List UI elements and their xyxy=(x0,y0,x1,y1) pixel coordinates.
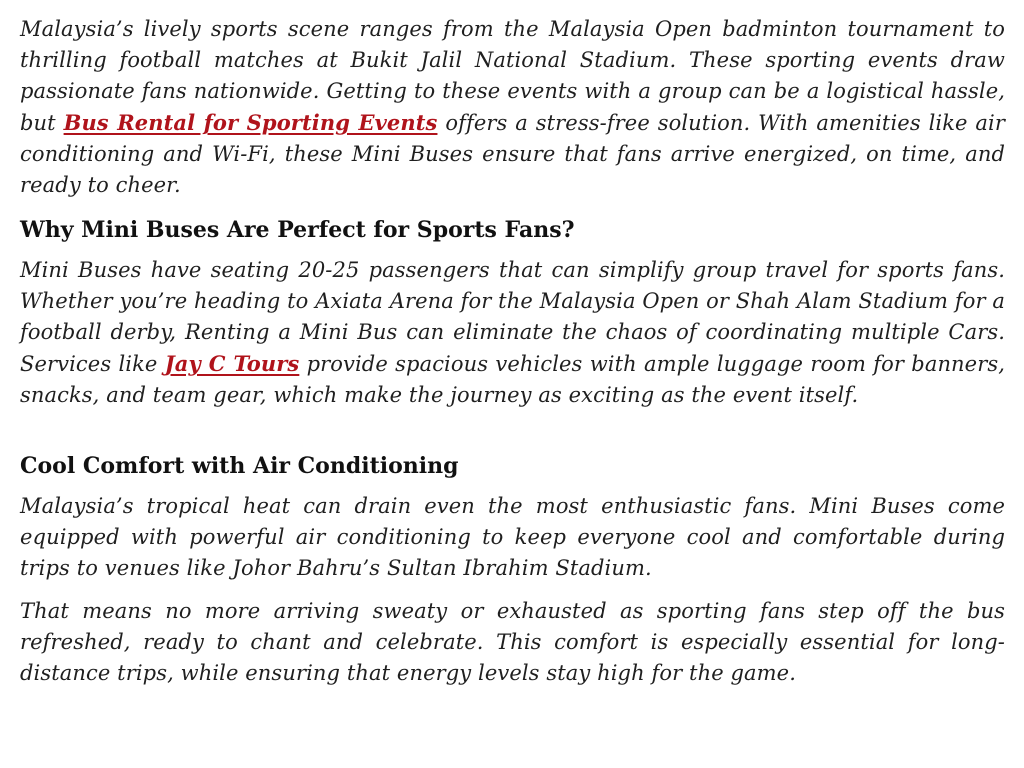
tropical-heat-paragraph: Malaysia’s tropical heat can drain even the most enthusiastic fans. Mini Buses come equipped with powerful air conditioning to keep everyone cool and comfortable during trips to venues like Johor Bahru’s Sultan Ibrahim Stadium. xyxy=(20,494,1005,580)
intro-text-end: offers a stress-free solution. With amenities like air conditioning and Wi-Fi, these Mini Buses ensure that fans arrive energized, on time, and ready to cheer. xyxy=(20,111,1006,197)
intro-paragraph xyxy=(20,14,1005,201)
mini-bus-paragraph xyxy=(20,255,1005,411)
intro-text-start: Malaysia’s lively sports scene ranges from the Malaysia Open badminton tournament to thrilling football matches at Bukit Jalil National Stadium. These sporting events draw passionate fans nationwide. Getting to these events with a group can be a logistical hassle, but xyxy=(20,17,1005,135)
refreshed-fans-paragraph: That means no more arriving sweaty or exhausted as sporting fans step off the bus refreshed, ready to chant and celebrate. This comfort is especially essential for long-distance trips, while ensuring that energy levels stay high for the game. xyxy=(20,599,1005,685)
mini-bus-text-end: provide spacious vehicles with ample luggage room for banners, snacks, and team gear, which make the journey as exciting as the event itself. xyxy=(20,352,1006,407)
jay-c-tours-link[interactable]: Jay C Tours xyxy=(164,351,300,376)
document-page xyxy=(20,14,1005,689)
mini-bus-text-start: Mini Buses have seating 20-25 passengers that can simplify group travel for sports fans. Whether you’re heading to Axiata Arena for the Malaysia Open or Shah Alam Stadium for a football derby, Renting a Mini Bus can eliminate the chaos of coordinating multiple Cars. Services like xyxy=(20,258,1005,376)
heading-why-mini-buses: Why Mini Buses Are Perfect for Sports Fans? xyxy=(20,217,575,243)
heading-cool-comfort: Cool Comfort with Air Conditioning xyxy=(20,453,459,479)
bus-rental-sporting-events-link[interactable]: Bus Rental for Sporting Events xyxy=(63,110,438,135)
